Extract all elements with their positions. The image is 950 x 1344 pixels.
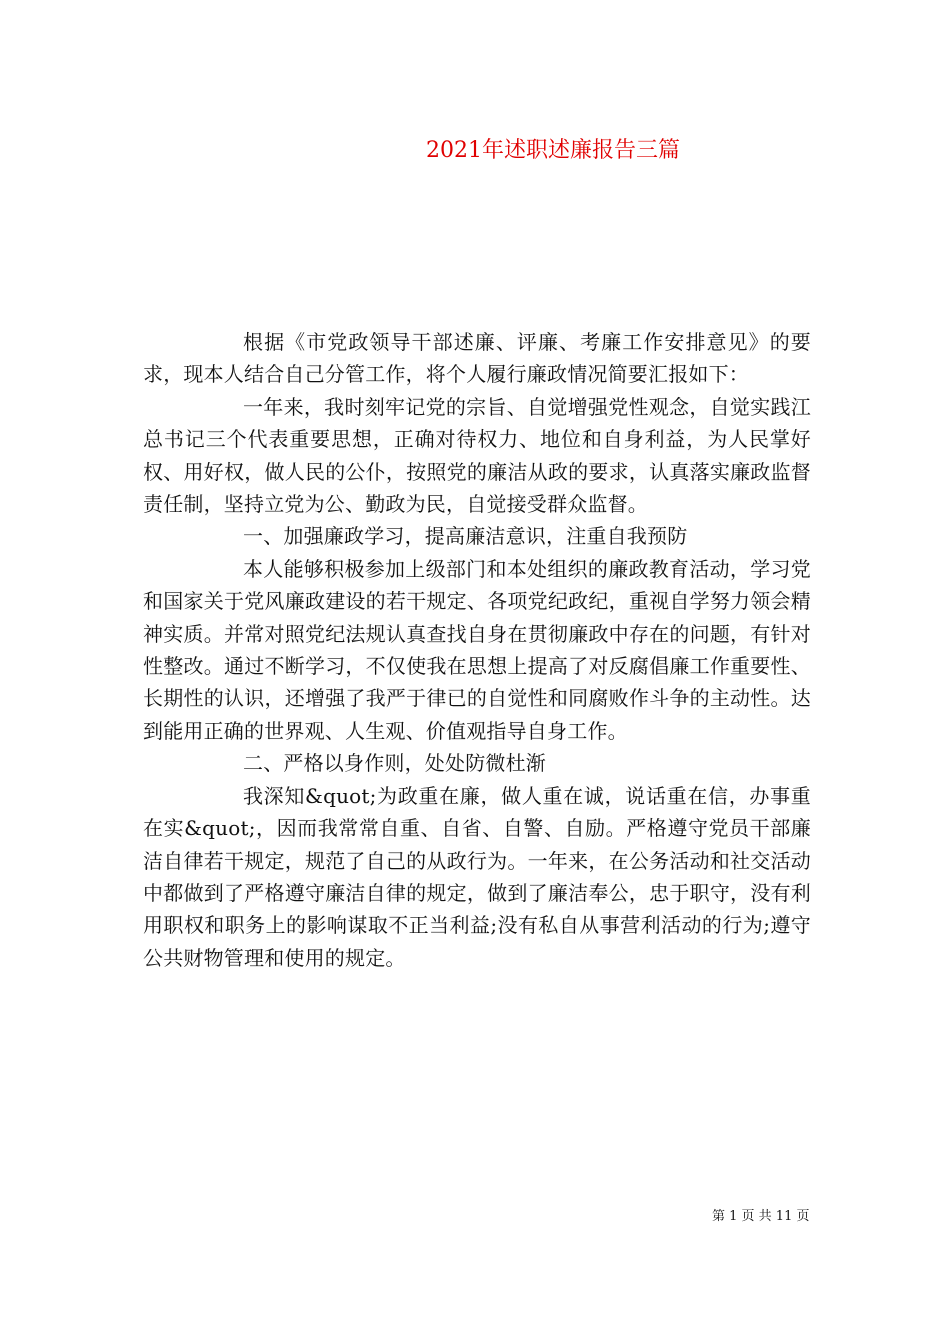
- paragraph-summary: 一年来，我时刻牢记党的宗旨、自觉增强党性观念，自觉实践江总书记三个代表重要思想，正确对待权力、地位和自身利益，为人民掌好权、用好权，做人民的公仆，按照党的廉洁从政的要求，认真落实廉政监督责任制，坚持立党为公、勤政为民，自觉接受群众监督。: [143, 394, 811, 517]
- page-number-footer: 第 1 页 共 11 页: [712, 1209, 810, 1224]
- section-heading-2: 二、严格以身作则，处处防微杜渐: [243, 751, 546, 776]
- paragraph-section-1: 本人能够积极参加上级部门和本处组织的廉政教育活动，学习党和国家关于党风廉政建设的若干规定、各项党纪政纪，重视自学努力领会精神实质。并常对照党纪法规认真查找自身在贯彻廉政中存在的问题，有针对性整改。通过不断学习，不仅使我在思想上提高了对反腐倡廉工作重要性、长期性的认识，还增强了我严于律已的自觉性和同腐败作斗争的主动性。达到能用正确的世界观、人生观、价值观指导自身工作。: [143, 556, 811, 743]
- paragraph-section-2: 我深知&quot;为政重在廉，做人重在诚，说话重在信，办事重在实&quot;，因而我常常自重、自省、自警、自励。严格遵守党员干部廉洁自律若干规定，规范了自己的从政行为。一年来，在公务活动和社交活动中都做到了严格遵守廉洁自律的规定，做到了廉洁奉公，忠于职守，没有利用职权和职务上的影响谋取不正当利益;没有私自从事营利活动的行为;遵守公共财物管理和使用的规定。: [143, 783, 811, 970]
- paragraph-intro: 根据《市党政领导干部述廉、评廉、考廉工作安排意见》的要求，现本人结合自己分管工作，将个人履行廉政情况简要汇报如下：: [143, 330, 811, 387]
- document-title: 2021年述职述廉报告三篇: [426, 138, 680, 163]
- section-heading-1: 一、加强廉政学习，提高廉洁意识，注重自我预防: [243, 524, 688, 549]
- document-body: [143, 326, 811, 974]
